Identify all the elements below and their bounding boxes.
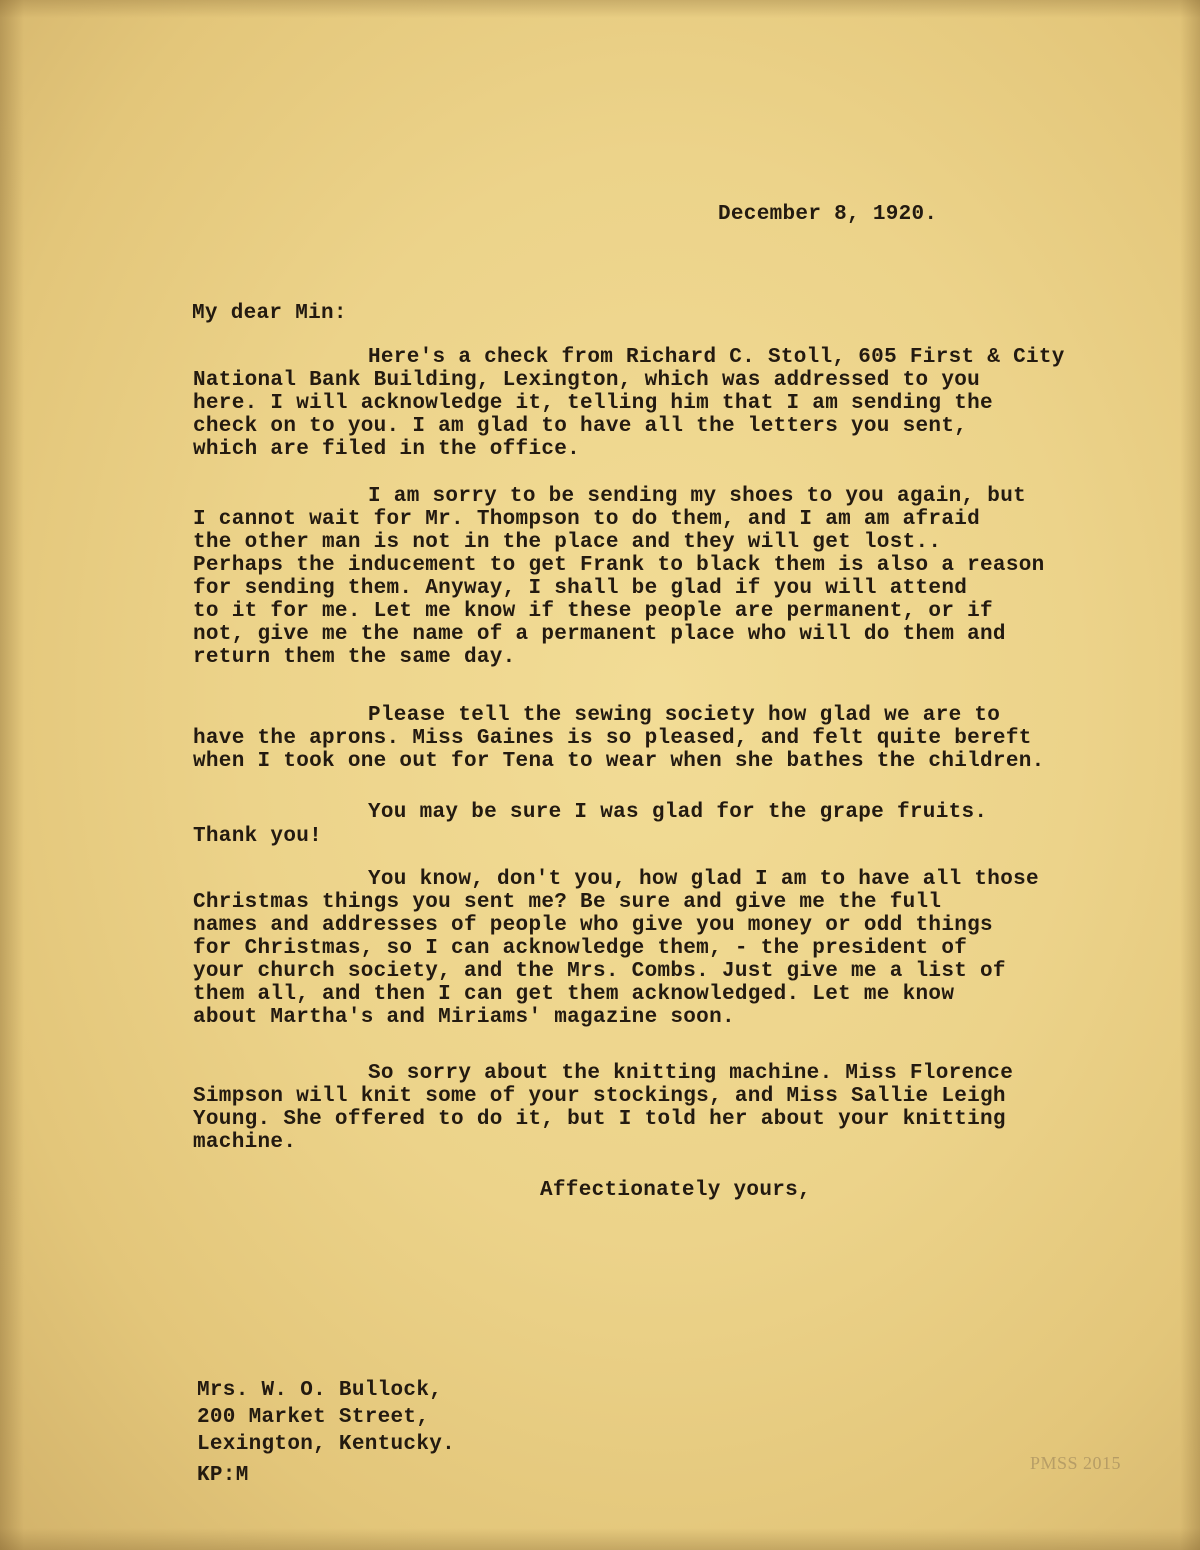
- paragraph-check: Here's a check from Richard C. Stoll, 605 First & City National Bank Building, Lexington, which was addressed to you here. I will acknowledge it, telling him that I am sending the check on to you. I am glad to have all the letters you sent, which are filed in the office.: [193, 346, 1065, 461]
- paragraph-shoes: I am sorry to be sending my shoes to you again, but I cannot wait for Mr. Thompson to do them, and I am am afraid the other man is not in the place and they will get lost.. Perhaps the inducement to get Frank to black them is also a reason for sending them. Anyway, I shall be glad if you will attend to it for me. Let me know if these people are permanent, or if not, give me the name of a permanent place who will do them and return them the same day.: [193, 485, 1045, 669]
- paragraph-grape-fruits: You may be sure I was glad for the grape fruits.: [368, 801, 988, 824]
- paragraph-christmas: You know, don't you, how glad I am to have all those Christmas things you sent me? Be sure and give me the full names and addresses of people who give you money or odd things for Christmas, so I can acknowledge them, - the president of your church society, and the Mrs. Combs. Just give me a list of them all, and then I can get them acknowledged. Let me know about Martha's and Miriams' magazine soon.: [193, 868, 1039, 1029]
- recipient-name: Mrs. W. O. Bullock,: [197, 1379, 443, 1402]
- paragraph-knitting: So sorry about the knitting machine. Miss Florence Simpson will knit some of your stockings, and Miss Sallie Leigh Young. She offered to do it, but I told her about your knitting machine.: [193, 1062, 1014, 1154]
- recipient-city: Lexington, Kentucky.: [197, 1433, 456, 1456]
- letter-date: December 8, 1920.: [718, 203, 938, 226]
- paper-edge-shading: [0, 0, 24, 1550]
- closing: Affectionately yours,: [540, 1179, 811, 1202]
- salutation: My dear Min:: [192, 302, 347, 325]
- paragraph-aprons: Please tell the sewing society how glad we are to have the aprons. Miss Gaines is so pleased, and felt quite bereft when I took one out for Tena to wear when she bathes the children.: [193, 704, 1045, 773]
- thank-you-line: Thank you!: [193, 825, 323, 848]
- paper-edge-shading: [0, 1528, 1200, 1550]
- paper-edge-shading: [0, 0, 1200, 18]
- archive-watermark: PMSS 2015: [1030, 1453, 1122, 1473]
- recipient-address: [197, 1377, 455, 1458]
- paper-edge-shading: [1180, 0, 1200, 1550]
- typist-initials: KP:M: [197, 1464, 249, 1487]
- recipient-street: 200 Market Street,: [197, 1406, 430, 1429]
